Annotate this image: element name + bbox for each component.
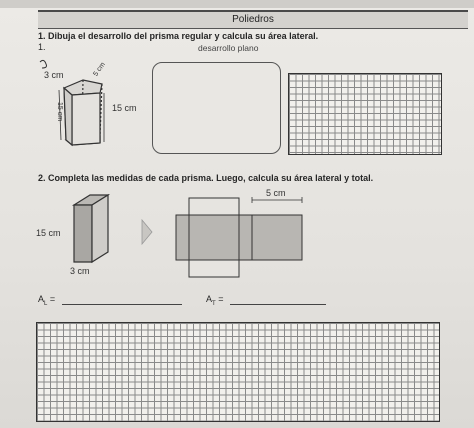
net-drawing-box[interactable] bbox=[152, 62, 281, 154]
prism-slant-label: 5 cm bbox=[92, 61, 107, 78]
lateral-equals: = bbox=[49, 294, 56, 304]
lateral-area-answer-line[interactable] bbox=[62, 304, 182, 305]
prism-top-label: 3 cm bbox=[44, 70, 64, 80]
prism-side-height-label: 15 cm bbox=[56, 101, 64, 122]
lateral-area-label bbox=[38, 294, 55, 307]
total-area-label bbox=[206, 294, 223, 307]
lateral-area-sub: L bbox=[44, 300, 48, 307]
calculation-grid-1[interactable] bbox=[288, 73, 442, 155]
lateral-area-letter: A bbox=[38, 294, 45, 304]
rectangular-prism-diagram bbox=[74, 195, 108, 262]
prism-height-label: 15 cm bbox=[112, 103, 137, 113]
page-title: Poliedros bbox=[38, 12, 468, 29]
prism2-base-label: 3 cm bbox=[70, 266, 90, 276]
prism-net-diagram bbox=[176, 197, 302, 277]
net-top-label: 5 cm bbox=[266, 188, 286, 198]
total-area-answer-line[interactable] bbox=[230, 304, 326, 305]
total-equals: = bbox=[218, 294, 224, 304]
total-area-letter: A bbox=[206, 294, 213, 304]
calculation-grid-2[interactable] bbox=[36, 322, 440, 422]
exercise-1-number: 1. bbox=[38, 42, 46, 52]
total-area-sub: T bbox=[212, 300, 216, 307]
exercise-2-prompt: 2. Completa las medidas de cada prisma. Luego, calcula su área lateral y total. bbox=[38, 173, 374, 183]
plano-label: desarrollo plano bbox=[198, 43, 259, 53]
exercise-1-prompt: 1. Dibuja el desarrollo del prisma regular y calcula su área lateral. bbox=[38, 31, 319, 41]
arrow-icon bbox=[142, 220, 152, 244]
prism2-height-label: 15 cm bbox=[36, 228, 61, 238]
